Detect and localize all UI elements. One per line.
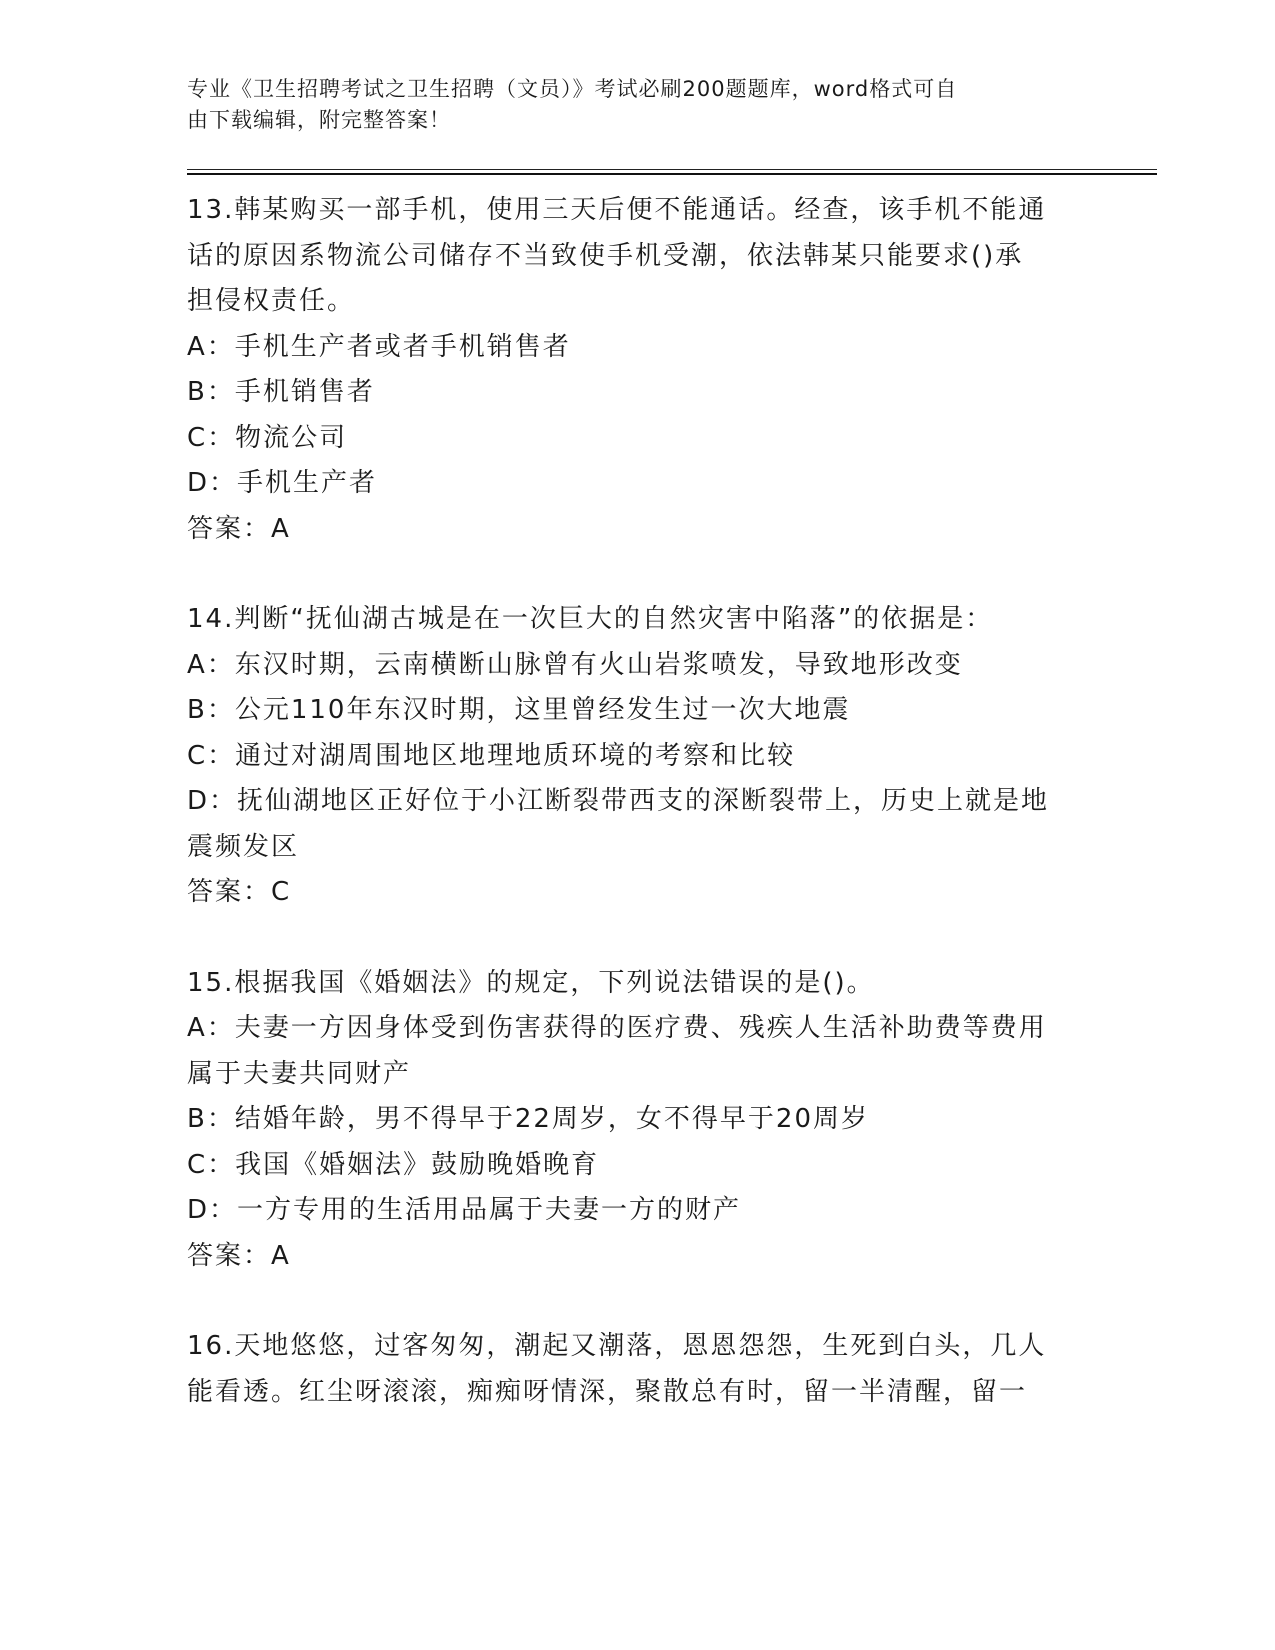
option-a: A：东汉时期，云南横断山脉曾有火山岩浆喷发，导致地形改变 bbox=[187, 649, 963, 680]
header-line-2: 由下载编辑，附完整答案！ bbox=[187, 108, 451, 132]
option-c: C：通过对湖周围地区地理地质环境的考察和比较 bbox=[187, 740, 796, 771]
question-list bbox=[187, 188, 1067, 1415]
option-d: D：抚仙湖地区正好位于小江断裂带西支的深断裂带上，历史上就是地 bbox=[187, 786, 1050, 816]
spacer bbox=[187, 552, 1067, 597]
option-c: C：我国《婚姻法》鼓励晚婚晚育 bbox=[187, 1149, 600, 1180]
option-a: A：夫妻一方因身体受到伤害获得的医疗费、残疾人生活补助费等费用 bbox=[187, 1013, 1047, 1043]
option-d: D：一方专用的生活用品属于夫妻一方的财产 bbox=[187, 1195, 742, 1225]
option-d: D：手机生产者 bbox=[187, 468, 378, 498]
question-stem-line: 话的原因系物流公司储存不当致使手机受潮，依法韩某只能要求()承 bbox=[187, 240, 1024, 271]
document-header bbox=[187, 74, 1067, 136]
question-stem-line: 14.判断“抚仙湖古城是在一次巨大的自然灾害中陷落”的依据是： bbox=[187, 604, 994, 634]
question-stem-line: 担侵权责任。 bbox=[187, 286, 356, 316]
answer-line: 答案：A bbox=[187, 513, 291, 544]
question-stem-line: 15.根据我国《婚姻法》的规定，下列说法错误的是()。 bbox=[187, 967, 875, 998]
option-c: C：物流公司 bbox=[187, 422, 348, 453]
spacer bbox=[187, 916, 1067, 961]
question-14 bbox=[187, 597, 1067, 916]
option-a-continued: 属于夫妻共同财产 bbox=[187, 1058, 412, 1089]
question-stem-line: 16.天地悠悠，过客匆匆，潮起又潮落，恩恩怨怨，生死到白头，几人 bbox=[187, 1331, 1047, 1361]
header-rule-thin bbox=[187, 169, 1157, 170]
option-a: A：手机生产者或者手机销售者 bbox=[187, 331, 571, 362]
option-b: B：结婚年龄，男不得早于22周岁，女不得早于20周岁 bbox=[187, 1104, 870, 1134]
question-stem-line: 13.韩某购买一部手机，使用三天后便不能通话。经查，该手机不能通 bbox=[187, 195, 1047, 225]
question-13 bbox=[187, 188, 1067, 552]
question-16 bbox=[187, 1324, 1067, 1415]
answer-line: 答案：C bbox=[187, 877, 292, 907]
header-line-1: 专业《卫生招聘考试之卫生招聘（文员）》考试必刷200题题库，word格式可自 bbox=[187, 77, 958, 101]
question-stem-line: 能看透。红尘呀滚滚，痴痴呀情深，聚散总有时，留一半清醒，留一 bbox=[187, 1376, 1028, 1407]
question-15 bbox=[187, 961, 1067, 1280]
option-d-continued: 震频发区 bbox=[187, 831, 300, 862]
spacer bbox=[187, 1279, 1067, 1324]
answer-line: 答案：A bbox=[187, 1240, 291, 1271]
option-b: B：手机销售者 bbox=[187, 377, 375, 407]
option-b: B：公元110年东汉时期，这里曾经发生过一次大地震 bbox=[187, 695, 851, 725]
header-rule-thick bbox=[187, 173, 1157, 175]
